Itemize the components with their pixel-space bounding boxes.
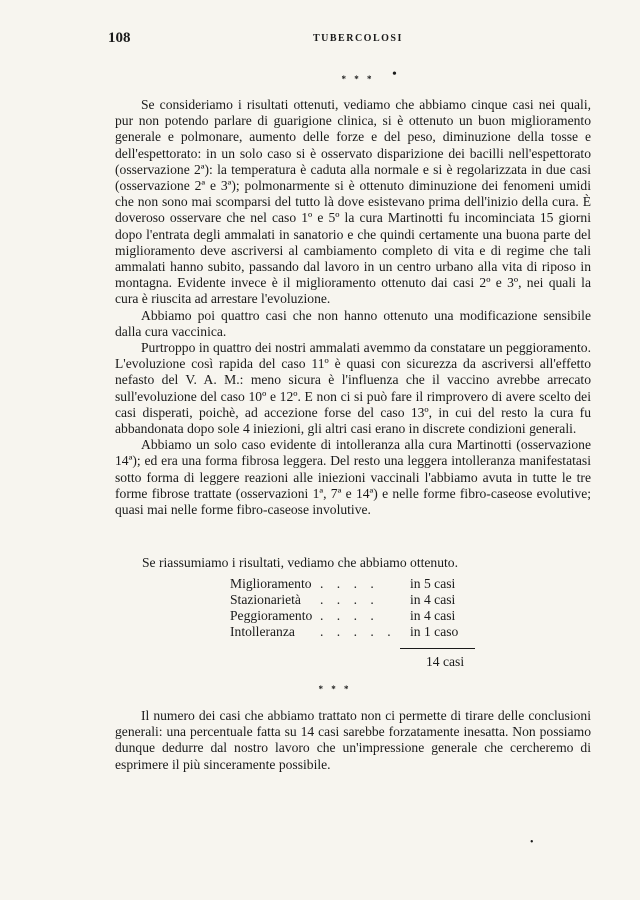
summary-label: Miglioramento bbox=[230, 576, 312, 591]
paragraph: Purtroppo in quattro dei nostri ammalati avemmo da constatare un peggioramento. L'evoluzione così rapida del caso 11º è quasi con sicurezza da ascriversi all'effetto nefasto del V. A. M.: meno sicura è l'influenza che il vaccino avrebbe arrecato sull'evoluzione del caso 10º e 12º. E non ci si può fare il rimprovero di avere scelto dei casi disperati, poichè, ad accezione forse del caso 13º, in cui del resto la cura fu abbandonata dopo sole 4 iniezioni, gli altri casi erano in discrete condizioni generali. bbox=[115, 340, 591, 437]
dot-leaders: . . . . bbox=[320, 608, 379, 623]
page-header bbox=[108, 30, 520, 50]
table-row bbox=[230, 608, 458, 624]
summary-label: Peggioramento bbox=[230, 608, 313, 623]
table-row bbox=[230, 624, 458, 640]
paragraph: Abbiamo un solo caso evidente di intolleranza alla cura Martinotti (osservazione 14ª); ed era una forma fibrosa leggera. Del resto una leggera intolleranza manifestatasi sotto forma di leggere reazioni alle iniezioni vaccinali l'abbiamo avuta in tutte le tre forme fibrose trattate (osservazioni 1ª, 7ª e 14ª) e nelle forme fibro-caseose evolutive; quasi mai nelle forme fibro-caseose involutive. bbox=[115, 437, 591, 518]
page-number: 108 bbox=[108, 30, 131, 46]
summary-count: in 5 casi bbox=[410, 576, 456, 591]
table-row bbox=[230, 576, 458, 592]
ink-speck: • bbox=[530, 837, 534, 848]
section-separator: * * * bbox=[318, 684, 352, 694]
summary-label: Stazionarietà bbox=[230, 592, 301, 607]
dot-leaders: . . . . . bbox=[320, 624, 396, 639]
summary-total: 14 casi bbox=[426, 654, 465, 669]
dot-leaders: . . . . bbox=[320, 592, 379, 607]
section-separator: * * * bbox=[341, 74, 375, 84]
conclusion-text bbox=[115, 708, 591, 773]
summary-count: in 4 casi bbox=[410, 608, 456, 623]
table-row bbox=[230, 592, 458, 608]
summary-table bbox=[230, 576, 458, 640]
total-rule bbox=[400, 648, 475, 649]
summary-label: Intolleranza bbox=[230, 624, 295, 639]
summary-intro: Se riassumiamo i risultati, vediamo che abbiamo ottenuto. bbox=[142, 555, 458, 570]
paragraph: Abbiamo poi quattro casi che non hanno ottenuto una modificazione sensibile dalla cura vaccinica. bbox=[115, 307, 591, 339]
ink-speck: • bbox=[392, 67, 397, 82]
main-text bbox=[115, 97, 591, 518]
dot-leaders: . . . . bbox=[320, 576, 379, 591]
summary-count: in 1 caso bbox=[410, 624, 459, 639]
running-title: TUBERCOLOSI bbox=[313, 33, 403, 44]
summary-count: in 4 casi bbox=[410, 592, 456, 607]
paragraph: Il numero dei casi che abbiamo trattato non ci permette di tirare delle conclusioni generali: una percentuale fatta su 14 casi sarebbe forzatamente inesatta. Non possiamo dunque dedurre dal nostro lavoro che un'impressione generale che cercheremo di esprimere il più sinceramente possibile. bbox=[115, 708, 591, 772]
paragraph: Se consideriamo i risultati ottenuti, vediamo che abbiamo cinque casi nei quali, pur non potendo parlare di guarigione clinica, si è ottenuto un buon miglioramento generale e polmonare, aumento delle forze e del peso, diminuzione della tosse e dell'espettorato: in un solo caso si è osservato disparizione dei bacilli nell'espettorato (osservazione 2ª): la temperatura è caduta alla normale e si è regolarizzata in due casi (osservazione 2ª e 3ª); polmonarmente si è ottenuto diminuzione dei fenomeni umidi che non sono mai scomparsi del tutto là dove esistevano prima dell'inizio della cura. È doveroso osservare che nel caso 1º e 5º la cura Martinotti fu incominciata 15 giorni dopo l'entrata degli ammalati in sanatorio e che quindi certamente una buona parte del miglioramento deve ascriversi al cambiamento completo di vita e di regime che tali ammalati hanno subito, passando dal lavoro in un centro urbano alla vita di riposo in montagna. Evidente invece è il miglioramento ottenuto dai casi 2º e 3º, nei quali la cura è riuscita ad arrestare l'evoluzione. bbox=[115, 97, 591, 307]
